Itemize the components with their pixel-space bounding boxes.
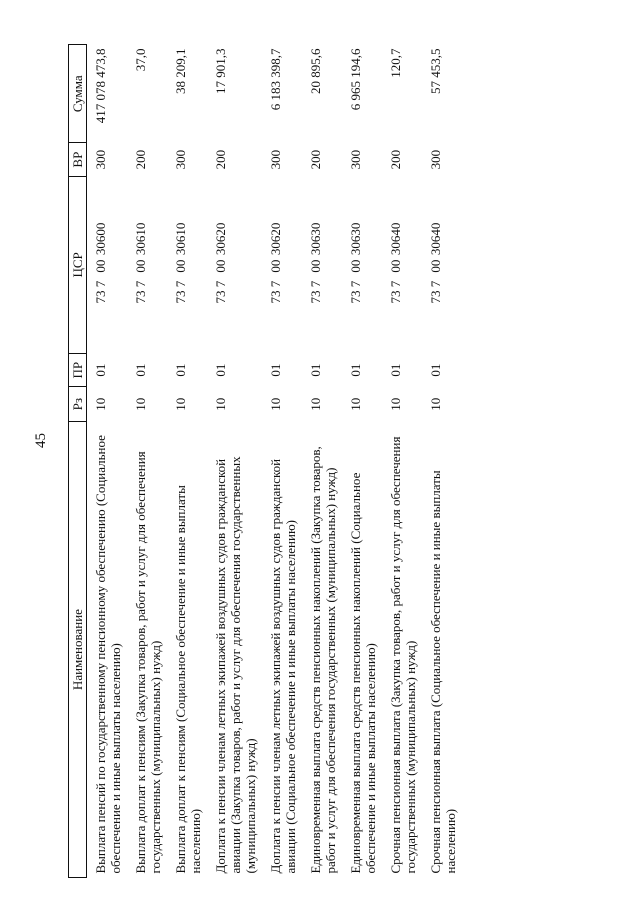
row-vr: 300 [268,149,283,170]
row-sum: 17 901,3 [213,48,228,94]
row-name: Единовременная выплата средств пенсионных накоплений (Социальное обеспечение и иные выплаты населению) [348,472,378,874]
csr-part: 30620 [268,222,283,256]
csr-part: 73 7 [93,280,108,304]
table-row [422,45,462,878]
csr-part: 73 7 [133,280,148,304]
table-row [207,45,262,878]
table-row [127,45,167,878]
row-sum: 20 895,6 [308,48,323,94]
row-name: Доплата к пенсии членам летных экипажей воздушных судов гражданской авиации (Социальное обеспечение и иные выплаты населению) [268,458,298,874]
row-pr: 01 [388,363,403,377]
row-rz: 10 [388,397,403,411]
row-rz: 10 [348,397,363,411]
row-rz: 10 [133,397,148,411]
row-csr [127,176,167,353]
csr-part: 00 [213,259,228,273]
row-pr: 01 [173,363,188,377]
row-sum: 120,7 [388,48,403,78]
row-name: Выплата доплат к пенсиям (Закупка товаров, работ и услуг для обеспечения государственных (муниципальных) нужд) [133,451,163,874]
row-vr: 300 [93,149,108,170]
row-rz: 10 [308,397,323,411]
csr-part: 73 7 [308,280,323,304]
header-name: Наименование [69,422,87,878]
row-csr [262,176,302,353]
csr-part: 73 7 [268,280,283,304]
row-pr: 01 [213,363,228,377]
row-csr [207,176,262,353]
csr-part: 73 7 [428,280,443,304]
row-sum: 6 965 194,6 [348,48,363,111]
csr-part: 73 7 [173,280,188,304]
table-body [87,45,463,878]
row-csr [422,176,462,353]
row-pr: 01 [268,363,283,377]
row-vr: 200 [213,149,228,170]
header-csr: ЦСР [69,176,87,353]
csr-part: 30640 [388,222,403,256]
csr-part: 00 [268,259,283,273]
header-pr: ПР [69,353,87,386]
header-vr: ВР [69,143,87,176]
row-name: Срочная пенсионная выплата (Социальное обеспечение и иные выплаты населению) [428,470,458,874]
row-pr: 01 [133,363,148,377]
csr-part: 30630 [348,222,363,256]
row-name: Выплата доплат к пенсиям (Социальное обеспечение и иные выплаты населению) [173,485,203,874]
header-rz: Рз [69,387,87,422]
row-pr: 01 [428,363,443,377]
csr-part: 30610 [133,222,148,256]
row-vr: 200 [133,149,148,170]
csr-part: 73 7 [348,280,363,304]
row-rz: 10 [93,397,108,411]
budget-table [68,44,462,878]
csr-part: 00 [93,259,108,273]
row-csr [302,176,342,353]
row-vr: 200 [308,149,323,170]
csr-part: 30630 [308,222,323,256]
table-row [342,45,382,878]
table-row [262,45,302,878]
row-vr: 300 [428,149,443,170]
table-row [167,45,207,878]
csr-part: 00 [428,259,443,273]
csr-part: 00 [308,259,323,273]
row-csr [382,176,422,353]
row-name: Срочная пенсионная выплата (Закупка товаров, работ и услуг для обеспечения государственных (муниципальных) нужд) [388,436,418,874]
csr-part: 73 7 [213,280,228,304]
row-sum: 37,0 [133,48,148,72]
row-rz: 10 [268,397,283,411]
csr-part: 00 [348,259,363,273]
csr-part: 00 [173,259,188,273]
row-rz: 10 [428,397,443,411]
row-rz: 10 [173,397,188,411]
csr-part: 30610 [173,222,188,256]
row-vr: 300 [348,149,363,170]
csr-part: 30640 [428,222,443,256]
row-sum: 417 078 473,8 [93,48,108,124]
row-sum: 6 183 398,7 [268,48,283,111]
row-rz: 10 [213,397,228,411]
csr-part: 73 7 [388,280,403,304]
row-vr: 300 [173,149,188,170]
row-name: Единовременная выплата средств пенсионных накоплений (Закупка товаров, работ и услуг для обеспечения государственных (муниципальных) нужд) [308,446,338,874]
table-header-row [69,45,87,878]
budget-table-container [68,44,588,878]
row-name: Доплата к пенсии членам летных экипажей воздушных судов гражданской авиации (Закупка товаров, работ и услуг для обеспечения государственных (муниципальных) нужд) [213,456,258,874]
row-pr: 01 [308,363,323,377]
row-sum: 38 209,1 [173,48,188,94]
csr-part: 00 [388,259,403,273]
page-number: 45 [33,433,49,448]
row-csr [167,176,207,353]
row-vr: 200 [388,149,403,170]
table-row [87,45,128,878]
row-csr [87,176,128,353]
row-pr: 01 [348,363,363,377]
row-csr [342,176,382,353]
csr-part: 30620 [213,222,228,256]
csr-part: 30600 [93,222,108,256]
row-sum: 57 453,5 [428,48,443,94]
table-row [382,45,422,878]
csr-part: 00 [133,259,148,273]
table-row [302,45,342,878]
header-sum: Сумма [69,45,87,143]
row-name: Выплата пенсий по государственному пенсионному обеспечению (Социальное обеспечение и иные выплаты населению) [93,435,123,874]
row-pr: 01 [93,363,108,377]
